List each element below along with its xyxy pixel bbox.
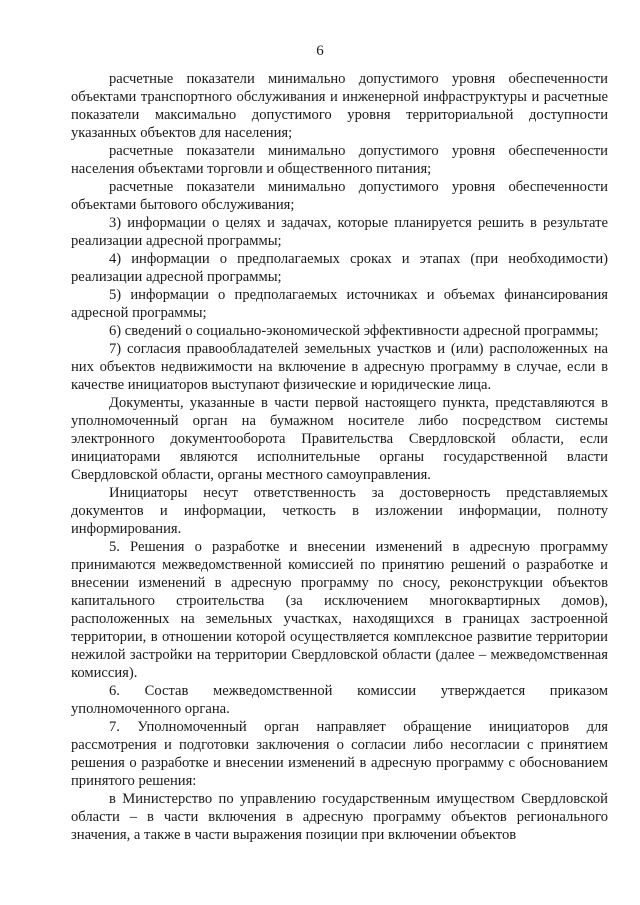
paragraph: Документы, указанные в части первой настоящего пункта, представляются в уполномоченный орган на бумажном носителе либо посредством системы электронного документооборота Правительства Свердловской области, если инициаторами являются исполнительные органы государственной власти Свердловской области, органы местного самоуправления.: [71, 395, 608, 483]
paragraph: 5) информации о предполагаемых источниках и объемах финансирования адресной программы;: [71, 287, 608, 321]
page-number: 6: [316, 43, 324, 59]
paragraph: 3) информации о целях и задачах, которые планируется решить в результате реализации адресной программы;: [71, 215, 608, 249]
paragraph: 7) согласия правообладателей земельных участков и (или) расположенных на них объектов недвижимости на включение в адресную программу в случае, если в качестве инициаторов выступают физические и юридические лица.: [71, 341, 608, 393]
paragraph: 7. Уполномоченный орган направляет обращение инициаторов для рассмотрения и подготовки заключения о согласии либо несогласии с принятием решения о разработке и внесении изменений в адресную программу с обоснованием принятого решения:: [71, 719, 608, 789]
paragraph: расчетные показатели минимально допустимого уровня обеспеченности населения объектами торговли и общественного питания;: [71, 143, 608, 177]
paragraph: в Министерство по управлению государственным имуществом Свердловской области – в части включения в адресную программу объектов регионального значения, а также в части выражения позиции при включении объектов: [71, 791, 608, 843]
document-body: [71, 70, 608, 844]
paragraph: расчетные показатели минимально допустимого уровня обеспеченности объектами транспортного обслуживания и инженерной инфраструктуры и расчетные показатели максимально допустимого уровня территориальной доступности указанных объектов для населения;: [71, 71, 608, 141]
paragraph: расчетные показатели минимально допустимого уровня обеспеченности объектами бытового обслуживания;: [71, 179, 608, 213]
paragraph: 4) информации о предполагаемых сроках и этапах (при необходимости) реализации адресной программы;: [71, 251, 608, 285]
paragraph: Инициаторы несут ответственность за достоверность представляемых документов и информации, четкость в изложении информации, полноту информирования.: [71, 485, 608, 537]
paragraph: 6) сведений о социально-экономической эффективности адресной программы;: [109, 323, 599, 339]
paragraph: 6. Состав межведомственной комиссии утверждается приказом уполномоченного органа.: [71, 683, 608, 717]
paragraph: 5. Решения о разработке и внесении изменений в адресную программу принимаются межведомственной комиссией по принятию решений о разработке и внесении изменений в адресную программу по сносу, реконструкции объектов капитального строительства (за исключением многоквартирных домов), расположенных на земельных участках, находящихся в границах застроенной территории, в отношении которой осуществляется комплексное развитие территории нежилой застройки на территории Свердловской области (далее – межведомственная комиссия).: [71, 539, 608, 681]
